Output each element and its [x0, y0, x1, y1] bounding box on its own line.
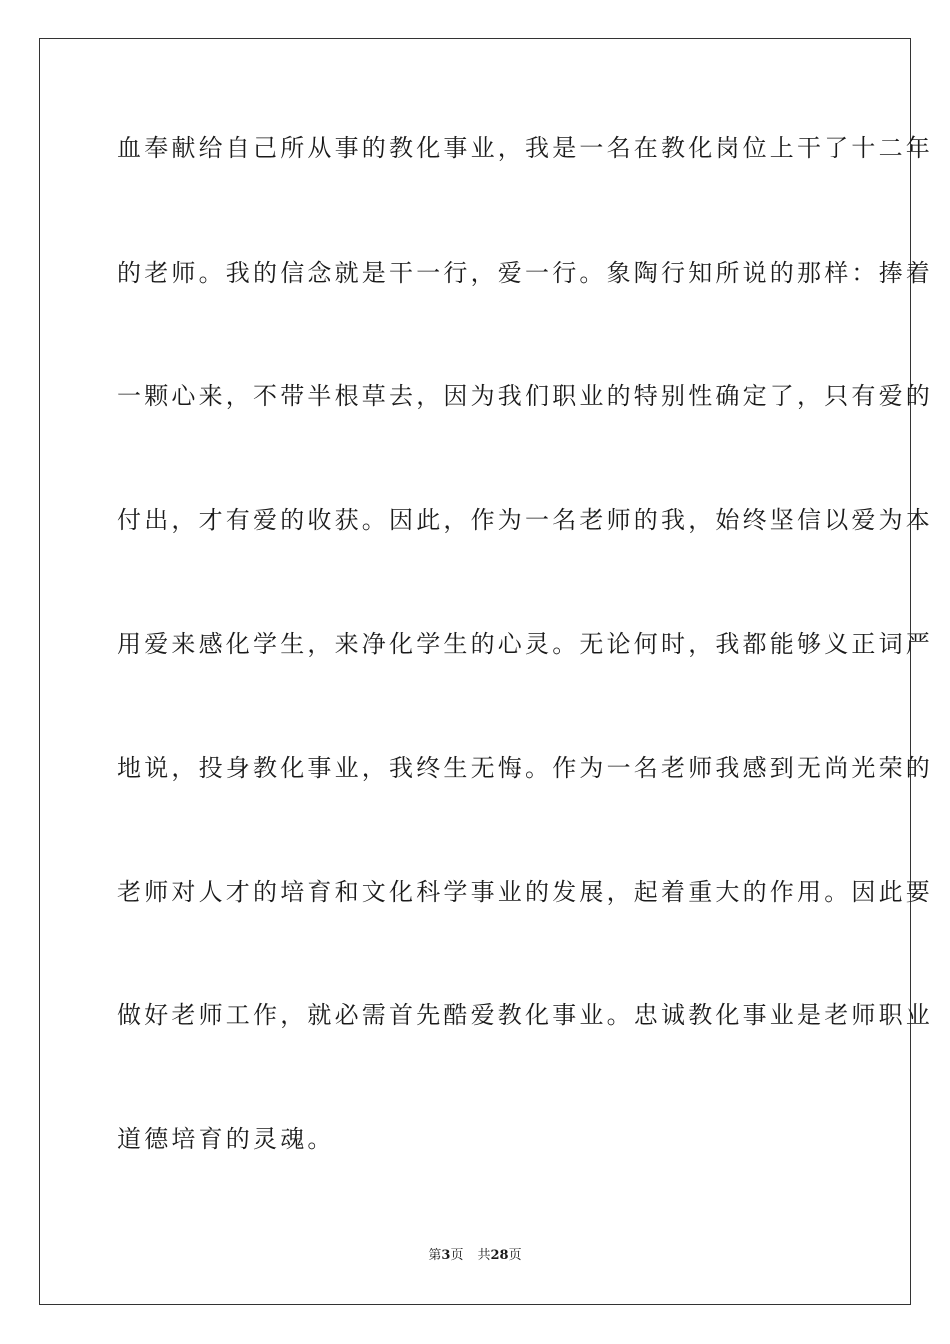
total-suffix: 页 [508, 1248, 522, 1263]
paragraph-line: 的老师。我的信念就是干一行，爱一行。象陶行知所说的那样：捧着 [117, 259, 933, 287]
paragraph-line: 老师对人才的培育和文化科学事业的发展，起着重大的作用。因此要 [117, 878, 933, 906]
paragraph-line: 道德培育的灵魂。 [117, 1125, 335, 1153]
page-number: 3 [441, 1248, 451, 1263]
page-suffix: 页 [450, 1248, 464, 1263]
paragraph-line: 做好老师工作，就必需首先酷爱教化事业。忠诚教化事业是老师职业 [117, 1001, 933, 1029]
paragraph-line: 血奉献给自己所从事的教化事业，我是一名在教化岗位上干了十二年 [117, 134, 933, 162]
page-prefix: 第 [428, 1248, 442, 1263]
page-border [39, 38, 933, 1305]
total-prefix: 共 [477, 1248, 491, 1263]
paragraph-line: 付出，才有爱的收获。因此，作为一名老师的我，始终坚信以爱为本 [117, 506, 933, 534]
paragraph-line: 一颗心来，不带半根草去，因为我们职业的特别性确定了，只有爱的 [117, 382, 933, 410]
paragraph-line: 地说，投身教化事业，我终生无悔。作为一名老师我感到无尚光荣的 [117, 754, 933, 782]
total-pages: 28 [490, 1248, 509, 1263]
paragraph-line: 用爱来感化学生，来净化学生的心灵。无论何时，我都能够义正词严 [117, 630, 933, 658]
page-footer [0, 1247, 950, 1265]
